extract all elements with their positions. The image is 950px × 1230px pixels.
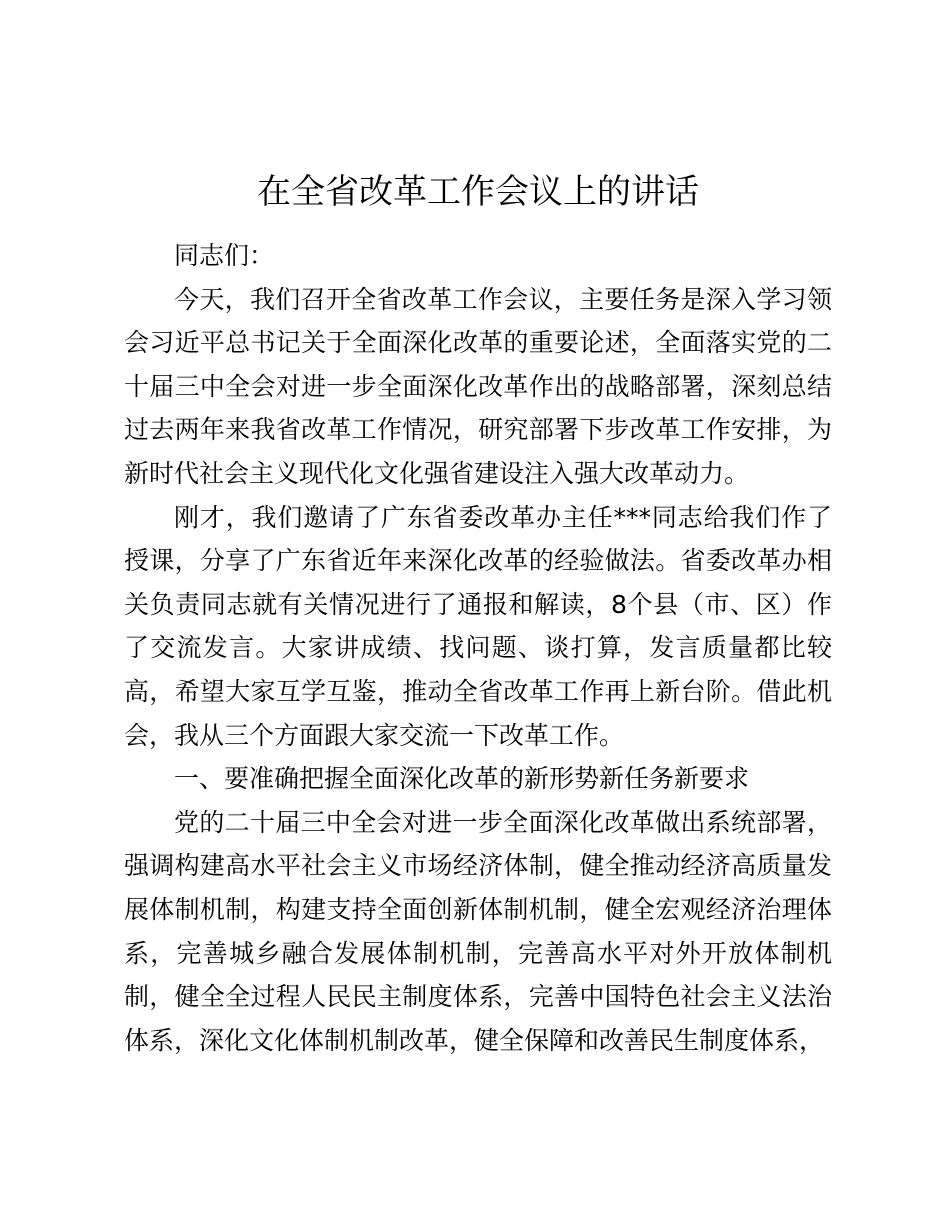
section-heading-1: 一、要准确把握全面深化改革的新形势新任务新要求 <box>174 764 750 794</box>
paragraph-summary: 刚才，我们邀请了广东省委改革办主任***同志给我们作了授课，分享了广东省近年来深化改革的经验做法。省委改革办相关负责同志就有关情况进行了通报和解读，8个县（市、区）作了交流发言。大家讲成绩、找问题、谈打算，发言质量都比较高，希望大家互学互鉴，推动全省改革工作再上新台阶。借此机会，我从三个方面跟大家交流一下改革工作。 <box>124 502 832 750</box>
document-body <box>124 168 832 1062</box>
document-title: 在全省改革工作会议上的讲话 <box>257 172 699 212</box>
paragraph-section-1: 党的二十届三中全会对进一步全面深化改革做出系统部署，强调构建高水平社会主义市场经济体制，健全推动经济高质量发展体制机制，构建支持全面创新体制机制，健全宏观经济治理体系，完善城乡融合发展体制机制，完善高水平对外开放体制机制，健全全过程人民民主制度体系，完善中国特色社会主义法治体系，深化文化体制机制改革，健全保障和改善民生制度体系， <box>124 807 832 1055</box>
salutation: 同志们： <box>174 241 275 270</box>
paragraph-opening: 今天，我们召开全省改革工作会议，主要任务是深入学习领会习近平总书记关于全面深化改革的重要论述，全面落实党的二十届三中全会对进一步全面深化改革作出的战略部署，深刻总结过去两年来我省改革工作情况，研究部署下步改革工作安排，为新时代社会主义现代化文化强省建设注入强大改革动力。 <box>124 284 832 488</box>
